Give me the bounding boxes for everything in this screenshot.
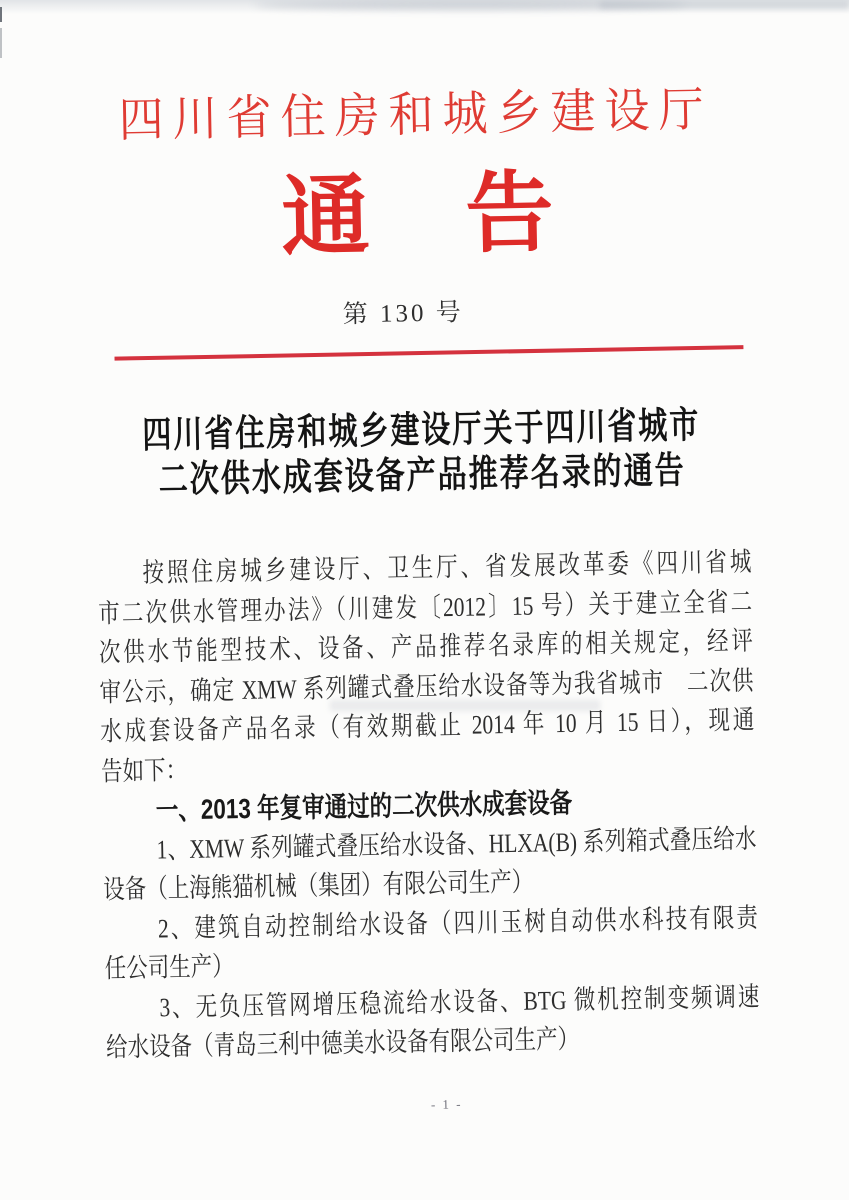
list-item-line: 任公司生产） bbox=[104, 951, 234, 984]
paragraph-line: 市二次供水管理办法》（川建发〔2012〕15 号）关于建立全省二 bbox=[97, 586, 753, 629]
document-number: 第 130 号 bbox=[342, 299, 464, 329]
paragraph-line: 水成套设备产品名录（有效期截止 2014 年 10 月 15 日），现通 bbox=[100, 704, 755, 747]
notice-banner bbox=[0, 165, 843, 269]
page-number: - 1 - bbox=[430, 1096, 463, 1112]
list-item-line: 给水设备（青岛三利中德美水设备有限公司生产） bbox=[105, 1024, 580, 1063]
paragraph-line: 审公示，确定 XMW 系列罐式叠压给水设备等为我省城市 二次供 bbox=[99, 665, 754, 708]
list-item-line: 2、建筑自动控制给水设备（四川玉树自动供水科技有限责 bbox=[157, 902, 759, 944]
document-title-line-2: 二次供水成套设备产品推荐名录的通告 bbox=[158, 450, 687, 502]
document-body bbox=[97, 543, 760, 1068]
document-title-line-1: 四川省住房和城乡建设厅关于四川省城市 bbox=[142, 405, 701, 457]
list-item-line: 设备（上海熊猫机械（集团）有限公司生产） bbox=[102, 867, 534, 905]
issuing-department-title: 四川省住房和城乡建设厅 bbox=[118, 83, 714, 147]
list-item-line: 1、XMW 系列罐式叠压给水设备、HLXA(B) 系列箱式叠压给水 bbox=[156, 823, 757, 865]
notice-banner-char-1: 通 bbox=[280, 168, 371, 268]
document-title bbox=[0, 401, 847, 507]
red-divider-rule bbox=[114, 345, 743, 361]
notice-banner-char-2: 告 bbox=[464, 165, 555, 265]
paragraph-line: 告如下： bbox=[100, 754, 188, 787]
paragraph-line: 按照住房城乡建设厅、卫生厅、省发展改革委《四川省城 bbox=[142, 546, 752, 588]
paragraph-line: 次供水节能型技术、设备、产品推荐名录库的相关规定，经评 bbox=[98, 625, 754, 668]
list-item-line: 3、无负压管网增压稳流给水设备、BTG 微机控制变频调速 bbox=[159, 981, 760, 1023]
section-heading: 一、2013 年复审通过的二次供水成套设备 bbox=[155, 787, 573, 826]
